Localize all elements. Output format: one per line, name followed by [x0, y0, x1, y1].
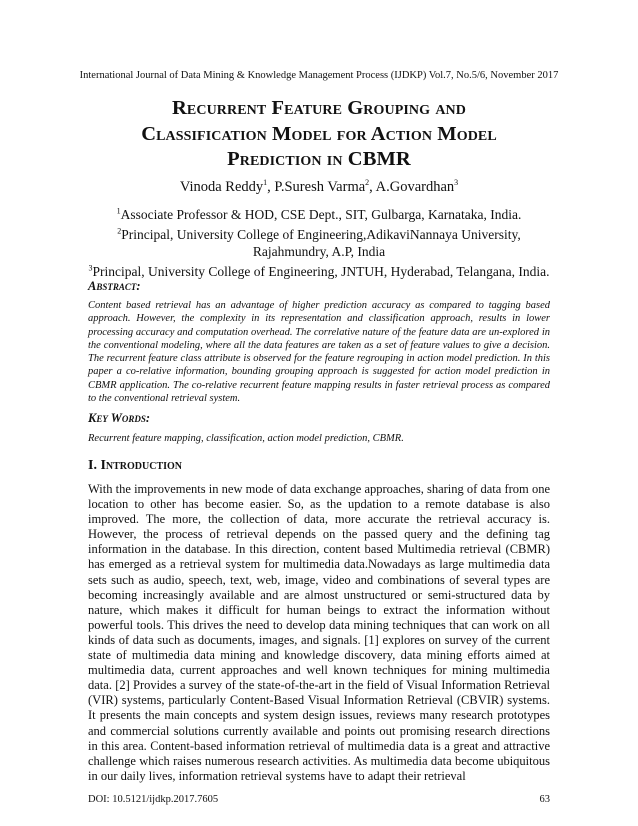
author-separator: , — [369, 179, 376, 195]
title-line: Prediction in CBMR — [227, 148, 411, 170]
author-name: Vinoda Reddy — [179, 179, 264, 195]
affiliation-text: Principal, University College of Engineering, JNTUH, Hyderabad, Telangana, India. — [92, 264, 550, 279]
affiliation-mark: 2 — [365, 178, 370, 188]
affiliation — [88, 226, 550, 260]
abstract-text: Content based retrieval has an advantage of higher prediction accuracy as compared to tagging based approach. However, the complexity in its representation and classification approach, results in lower processing accuracy and computation overhead. The correlative nature of the feature data are un-explored in the conventional modeling, where all the data features are taken as a set of feature values to give a decision. The recurrent feature class attribute is observed for the feature regrouping in action model prediction. In this paper a co-relative information, bounding grouping approach is suggested for action model prediction in CBMR application. The co-relative recurrent feature mapping results in faster retrieval process as compared to the conventional retrieval system. — [88, 300, 550, 405]
page-number: 63 — [539, 794, 550, 805]
affiliation-mark: 1 — [263, 178, 268, 188]
affiliation — [88, 206, 550, 223]
introduction-text: With the improvements in new mode of data exchange approaches, sharing of data from one location to other has become easier. So, as the updation to a remote database is also improved. The more, the collection of data, more accurate the retrieval accuracy is. However, the process of retrieval depends on the passed query and the defining tag information in the database. In this direction, content based Multimedia retrieval (CBMR) has emerged as a retrieval system for multimedia data.Nowadays as large multimedia data sets such as audio, speech, text, web, image, video and combinations of several types are becoming increasingly available and are almost unstructured or semi-structured data by nature, which makes it difficult for human beings to extract the information without powerful tools. This drives the need to develop data mining techniques that can work on all kinds of data such as documents, images, and signals. [1] explores on survey of the current state of multimedia data mining and knowledge discovery, data mining efforts aimed at multimedia data, current approaches and well known techniques for mining multimedia data. [2] Provides a survey of the state-of-the-art in the field of Visual Information Retrieval (VIR) systems, particularly Content-Based Visual Information Retrieval (CBVIR) systems. It presents the main concepts and system design issues, reviews many research prototypes and commercial solutions currently available and points out promising research directions in this area. Content-based information retrieval of multimedia data is a great and attractive challenge which raises numerous research activities. As multimedia data become ubiquitous in our daily lives, information retrieval systems have to adapt their retrieval — [88, 482, 550, 783]
title-line: Recurrent Feature Grouping and — [172, 97, 466, 119]
affiliation-mark: 2 — [117, 226, 122, 236]
author-name: P.Suresh Varma — [274, 179, 366, 195]
abstract-heading: Abstract: — [88, 279, 141, 293]
paper-title — [60, 96, 578, 173]
affiliation-mark: 1 — [116, 206, 121, 216]
affiliation-mark: 3 — [88, 263, 93, 273]
keywords-text: Recurrent feature mapping, classification, action model prediction, CBMR. — [88, 433, 404, 444]
introduction-heading: I. Introduction — [88, 458, 183, 473]
footer-doi: DOI: 10.5121/ijdkp.2017.7605 — [88, 794, 219, 805]
affiliation-text: Associate Professor & HOD, CSE Dept., SIT, Gulbarga, Karnataka, India. — [120, 207, 522, 222]
affiliation-list — [88, 206, 550, 283]
affiliation-text: Principal, University College of Engineering,AdikaviNannaya University, Rajahmundry, A.P, India — [121, 227, 521, 259]
author-separator: , — [267, 179, 275, 195]
affiliation — [88, 263, 550, 280]
journal-header: International Journal of Data Mining & Knowledge Management Process (IJDKP) Vol.7, No.5/6, November 2017 — [79, 70, 559, 81]
author-name: A.Govardhan — [375, 179, 455, 195]
affiliation-mark: 3 — [454, 178, 459, 188]
keywords-heading: Key Words: — [88, 411, 151, 425]
author-list — [0, 178, 638, 196]
title-line: Classification Model for Action Model — [141, 122, 497, 145]
